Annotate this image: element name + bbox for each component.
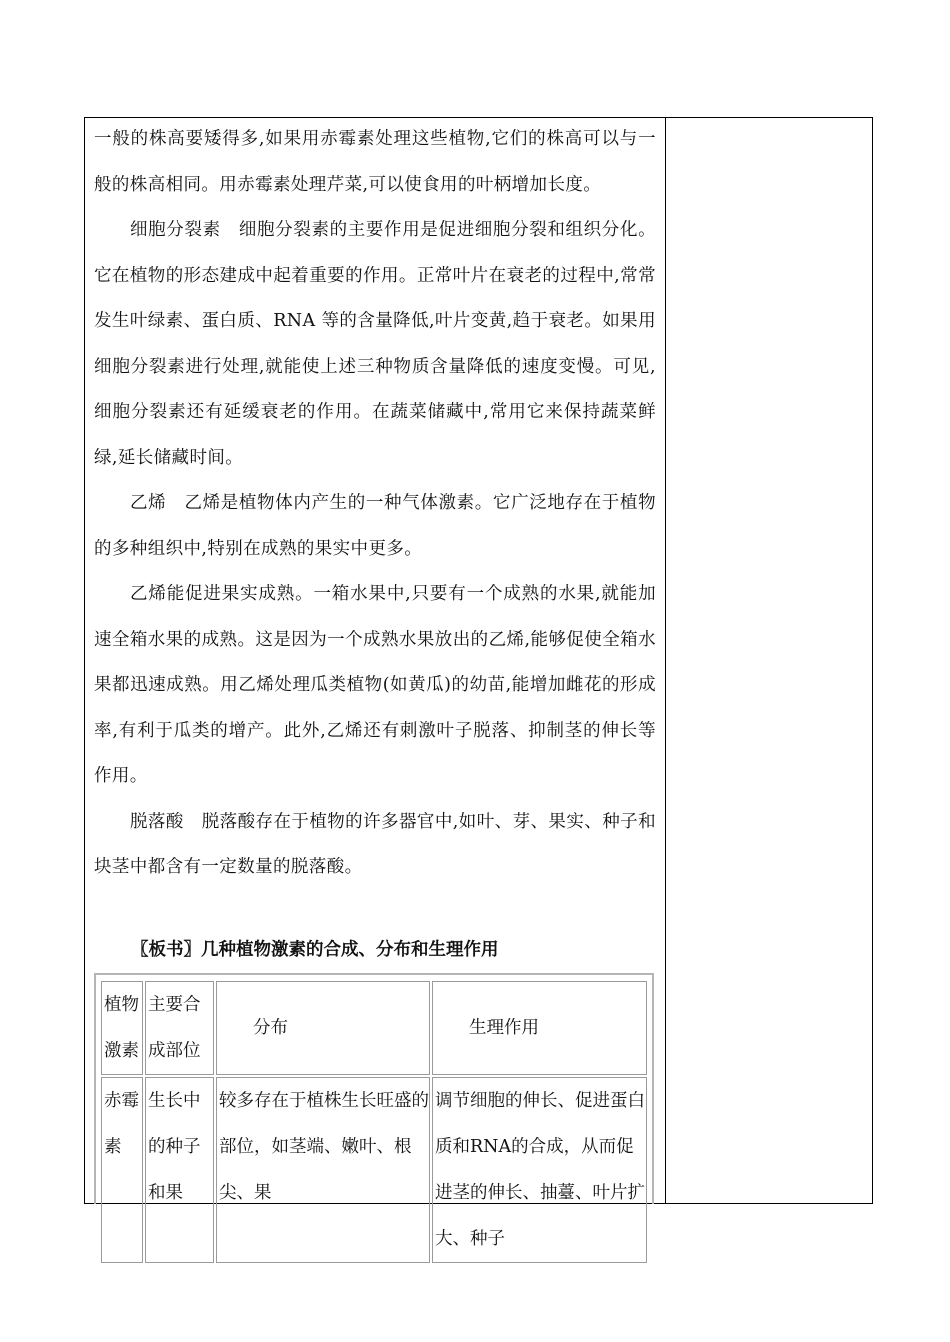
cell-hormone: 赤霉素 (101, 1077, 143, 1263)
cell-synthesis-site: 生长中的种子和果 (145, 1077, 214, 1263)
table-header-row (101, 981, 647, 1075)
text-content (94, 117, 656, 891)
cell-physiological-function: 调节细胞的伸长、促进蛋白质和RNA的合成，从而促进茎的伸长、抽薹、叶片扩大、种子 (432, 1077, 647, 1263)
paragraph-cytokinin: 细胞分裂素 细胞分裂素的主要作用是促进细胞分裂和组织分化。它在植物的形态建成中起着重要的作用。正常叶片在衰老的过程中,常常发生叶绿素、蛋白质、RNA 等的含量降低,叶片变黄,趋于衰老。如果用细胞分裂素进行处理,就能使上述三种物质含量降低的速度变慢。可见,细胞分裂素还有延缓衰老的作用。在蔬菜储藏中,常用它来保持蔬菜鲜绿,延长储藏时间。 (94, 220, 656, 468)
header-distribution: 分布 (216, 981, 430, 1075)
hormone-table (99, 979, 649, 1265)
paragraph-ethylene-effects: 乙烯能促进果实成熟。一箱水果中,只要有一个成熟的水果,就能加速全箱水果的成熟。这是因为一个成熟水果放出的乙烯,能够促使全箱水果都迅速成熟。用乙烯处理瓜类植物(如黄瓜)的幼苗,能增加雌花的形成率,有利于瓜类的增产。此外,乙烯还有刺激叶子脱落、抑制茎的伸长等作用。 (94, 584, 656, 786)
header-synthesis-site: 主要合成部位 (145, 981, 214, 1075)
paragraph-abscisic-acid: 脱落酸 脱落酸存在于植物的许多器官中,如叶、芽、果实、种子和块茎中都含有一定数量的脱落酸。 (94, 811, 656, 877)
header-hormone: 植物激素 (101, 981, 143, 1075)
hormone-table-wrapper (94, 973, 654, 1249)
board-heading: 〖板书〗几种植物激素的合成、分布和生理作用 (131, 940, 499, 960)
table-row (101, 1077, 647, 1263)
paragraph-ethylene-intro: 乙烯 乙烯是植物体内产生的一种气体激素。它广泛地存在于植物的多种组织中,特别在成熟的果实中更多。 (94, 493, 656, 559)
cell-distribution: 较多存在于植株生长旺盛的部位，如茎端、嫩叶、根尖、果 (216, 1077, 430, 1263)
column-divider (665, 117, 666, 1204)
header-physiological-function: 生理作用 (432, 981, 647, 1075)
paragraph-gibberellin-tail: 一般的株高要矮得多,如果用赤霉素处理这些植物,它们的株高可以与一般的株高相同。用赤霉素处理芹菜,可以使食用的叶柄增加长度。 (94, 129, 656, 195)
